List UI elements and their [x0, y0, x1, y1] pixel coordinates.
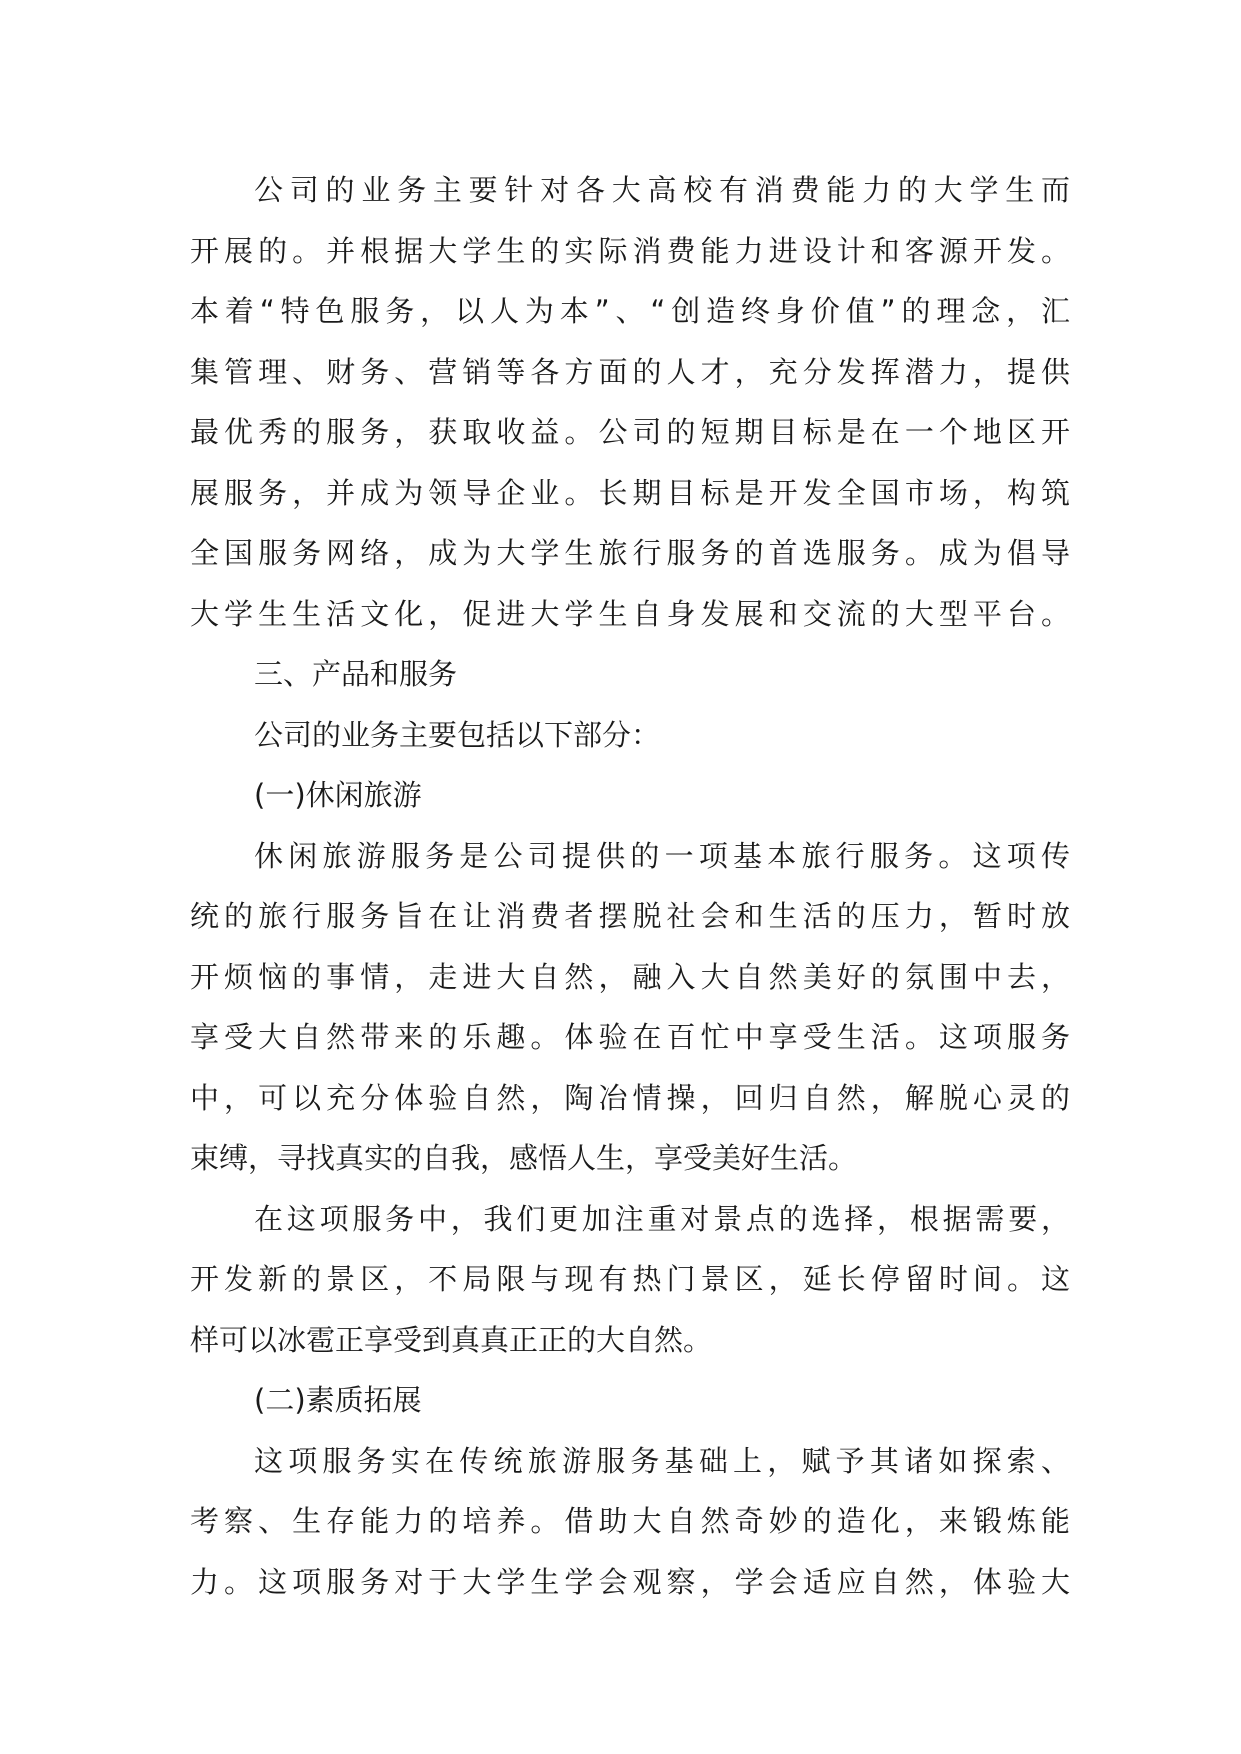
text-line: 这项服务实在传统旅游服务基础上，赋予其诸如探索、 [254, 1443, 1070, 1478]
text-line: (一)休闲旅游 [254, 778, 422, 812]
text-line: 公司的业务主要包括以下部分： [254, 717, 661, 752]
text-line: 开发新的景区，不局限与现有热门景区，延长停留时间。这 [190, 1262, 1070, 1296]
text-line: 束缚，寻找真实的自我，感悟人生，享受美好生活。 [190, 1141, 858, 1175]
text-line: 开展的。并根据大学生的实际消费能力进设计和客源开发。 [190, 233, 1070, 268]
text-line: 考察、生存能力的培养。借助大自然奇妙的造化，来锻炼能 [190, 1504, 1070, 1538]
text-line: 本着“特色服务，以人为本”、“创造终身价值”的理念，汇 [190, 294, 1070, 328]
text-line: 力。这项服务对于大学生学会观察，学会适应自然，体验大 [190, 1564, 1070, 1599]
text-line: 全国服务网络，成为大学生旅行服务的首选服务。成为倡导 [190, 536, 1070, 570]
text-line: 公司的业务主要针对各大高校有消费能力的大学生而 [254, 173, 1070, 207]
text-line: 享受大自然带来的乐趣。体验在百忙中享受生活。这项服务 [190, 1020, 1070, 1054]
text-line: 样可以冰雹正享受到真真正正的大自然。 [190, 1322, 713, 1357]
text-line: 在这项服务中，我们更加注重对景点的选择，根据需要， [254, 1201, 1070, 1236]
text-line: 三、产品和服务 [254, 657, 458, 691]
text-line: 展服务，并成为领导企业。长期目标是开发全国市场，构筑 [190, 475, 1070, 510]
document-body [190, 160, 1070, 1612]
text-line: 中，可以充分体验自然，陶冶情操，回归自然，解脱心灵的 [190, 1080, 1070, 1115]
text-line: 最优秀的服务，获取收益。公司的短期目标是在一个地区开 [190, 415, 1070, 449]
text-line: 休闲旅游服务是公司提供的一项基本旅行服务。这项传 [254, 838, 1070, 873]
text-line: 开烦恼的事情，走进大自然，融入大自然美好的氛围中去， [190, 959, 1070, 994]
text-line: 统的旅行服务旨在让消费者摆脱社会和生活的压力，暂时放 [190, 899, 1070, 933]
text-line: (二)素质拓展 [254, 1383, 422, 1417]
text-line: 大学生生活文化，促进大学生自身发展和交流的大型平台。 [190, 596, 1070, 631]
text-line: 集管理、财务、营销等各方面的人才，充分发挥潜力，提供 [190, 354, 1070, 389]
